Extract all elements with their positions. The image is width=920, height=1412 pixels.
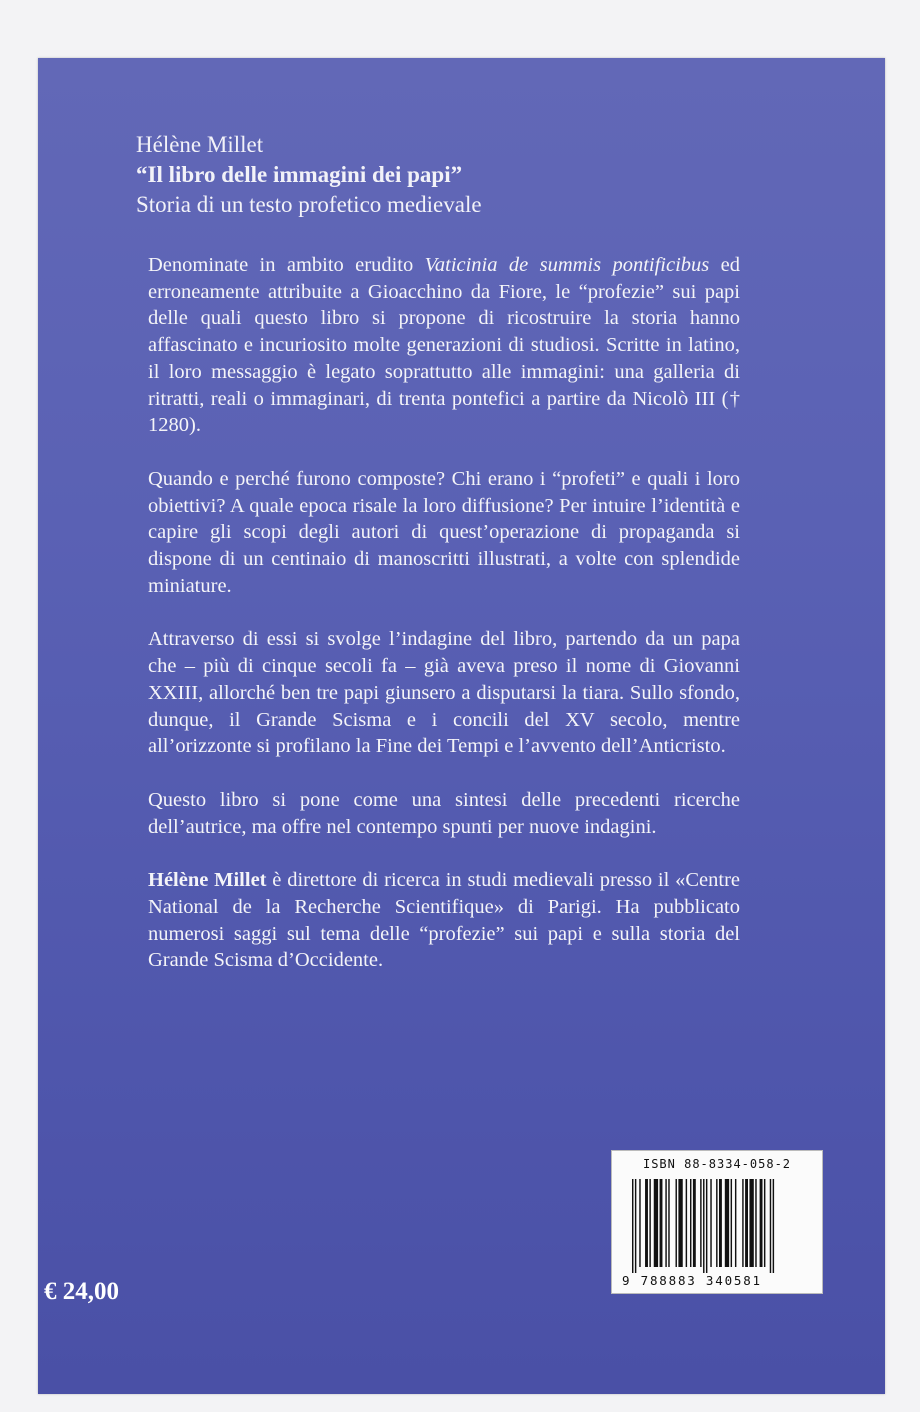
paragraph-4: Questo libro si pone come una sintesi delle precedenti ricerche dell’autrice, ma offre nel contempo spunti per nuove indagini.	[148, 788, 740, 838]
blurb-text	[148, 252, 740, 1001]
book-header	[136, 130, 796, 220]
paragraph-3: Attraverso di essi si svolge l’indagine del libro, partendo da un papa che – più di cinque secoli fa – già aveva preso il nome di Giovanni XXIII, allorché ben tre papi giunsero a disputarsi la tiara. Sullo sfondo, dunque, il Grande Scisma e i concili del XV secolo, mentre all’orizzonte si profilano la Fine dei Tempi e l’avvento dell’Anticristo.	[148, 628, 740, 758]
paragraph-1	[148, 252, 740, 439]
p1-text-b: ed erroneamente attribuite a Gioacchino da Fiore, le “profezie” sui papi delle quali questo libro si propone di ricostruire la storia hanno affascinato e incuriosito molte generazioni di studiosi. Scritte in latino, il loro messaggio è legato soprattutto alle immagini: una galleria di ritratti, reali o immaginari, di trenta pontefici a partire da Nicolò III († 1280).	[148, 254, 740, 437]
price-label: € 24,00	[44, 1278, 119, 1305]
book-title: “Il libro delle immagini dei papi”	[136, 162, 463, 187]
p5-text: è direttore di ricerca in studi medievali presso il «Centre National de la Recherche Scientifique» di Parigi. Ha pubblicato numerosi saggi sul tema delle “profezie” sui papi e sulla storia del Grande Scisma d’Occidente.	[148, 869, 740, 972]
paragraph-2: Quando e perché furono composte? Chi erano i “profeti” e quali i loro obiettivi? A quale epoca risale la loro diffusione? Per intuire l’identità e capire gli scopi degli autori di quest’operazione di propaganda si dispone di un centinaio di manoscritti illustrati, a volte con splendide miniature.	[148, 467, 740, 597]
paragraph-5	[148, 867, 740, 974]
p1-text-a: Denominate in ambito erudito	[148, 254, 425, 276]
author-name: Hélène Millet	[136, 132, 264, 157]
book-subtitle: Storia di un testo profetico medievale	[136, 192, 482, 217]
barcode-label	[611, 1150, 823, 1294]
p5-author-bold: Hélène Millet	[148, 869, 267, 892]
ean-digits: 9 788883 340581	[622, 1273, 762, 1288]
isbn-text: ISBN 88-8334-058-2	[642, 1157, 792, 1171]
barcode-bars	[632, 1179, 808, 1273]
p1-latin-title: Vaticinia de summis pontificibus	[424, 254, 710, 276]
